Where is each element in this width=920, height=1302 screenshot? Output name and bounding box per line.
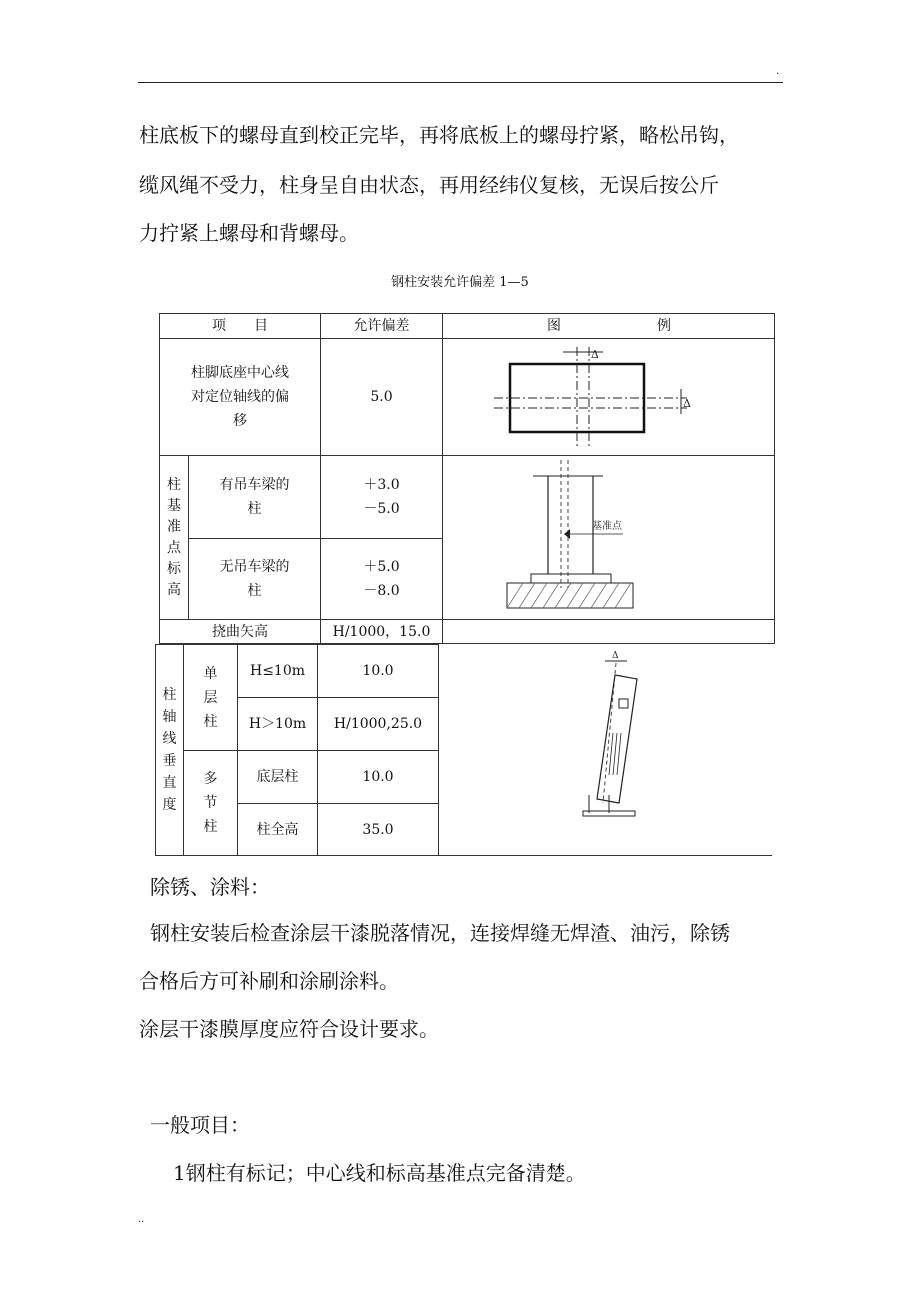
row-nocrane-tolerance-text: ＋5.0 －8.0 [363,558,400,599]
row3-tolerance: 10.0 [318,751,439,804]
row2-tolerance: H/1000,25.0 [318,698,439,751]
row-crane-item-text: 有吊车梁的柱 [219,476,290,517]
group-verticality-text: 柱轴线垂直度 [162,687,177,813]
header-figure-b: 例 [657,318,671,334]
header-rule [138,82,783,83]
group-verticality-label [156,645,184,856]
base-offset-diagram [443,339,775,455]
general-heading: 一般项目： [150,1113,250,1137]
table-caption: 钢柱安装允许偏差 1—5 [391,275,529,290]
row-nocrane-tolerance [321,538,443,620]
row-crane-tolerance-text: ＋3.0 －5.0 [363,476,400,517]
tolerance-table-upper [159,313,775,644]
row2-condition: H＞10m [238,698,318,751]
figure-verticality [439,645,772,856]
header-mark: . [776,66,780,77]
row1-tolerance: 10.0 [318,645,439,698]
tolerance-table-lower [155,644,772,856]
derust-heading: 除锈、涂料： [150,875,270,899]
group-single-text: 单层柱 [203,665,218,730]
row-center-item-text: 柱脚底座中心线对定位轴线的偏移 [191,365,289,429]
figure-base-offset [443,339,775,456]
row1-condition: H≤10m [238,645,318,698]
group-single-label [184,645,238,751]
general-item-1: 1钢柱有标记；中心线和标高基准点完备清楚。 [173,1161,586,1185]
row-crane-item [189,456,321,539]
derust-line-2: 合格后方可补刷和涂刷涂料。 [139,969,399,993]
group-elevation-text: 柱基准点标高 [167,476,181,598]
footer-mark: .. [138,1214,145,1225]
header-figure-a: 图 [547,318,561,334]
row4-tolerance: 35.0 [318,804,439,856]
group-multi-label [184,751,238,856]
elevation-diagram [443,456,775,619]
row-center-tolerance: 5.0 [321,339,443,456]
header-tolerance: 允许偏差 [321,314,443,339]
delta-icon-right: Δ [683,397,691,410]
row-crane-tolerance [321,456,443,539]
header-figure [443,314,775,339]
delta-icon-vertical: Δ [612,650,619,661]
row-nocrane-item [189,538,321,620]
paragraph-line-2: 缆风绳不受力，柱身呈自由状态，再用经纬仪复核，无误后按公斤 [139,173,719,197]
row-bend-figure [443,620,775,644]
verticality-diagram [439,645,772,855]
derust-line-1: 钢柱安装后检查涂层干漆脱落情况，连接焊缝无焊渣、油污，除锈 [150,921,730,945]
row-nocrane-item-text: 无吊车梁的柱 [219,558,290,599]
paragraph-line-1: 柱底板下的螺母直到校正完毕，再将底板上的螺母拧紧，略松吊钩， [139,123,739,147]
coating-line: 涂层干漆膜厚度应符合设计要求。 [139,1017,439,1041]
row3-condition: 底层柱 [238,751,318,804]
row-bend-tolerance: H/1000，15.0 [321,620,443,644]
row-center-item [160,339,321,456]
datum-point-label: 基准点 [592,521,622,532]
row4-condition: 柱全高 [238,804,318,856]
delta-icon-top: Δ [591,348,599,361]
header-item: 项 目 [160,314,321,339]
group-elevation-label [160,456,189,620]
figure-elevation [443,456,775,620]
row-bend-item: 挠曲矢高 [160,620,321,644]
group-multi-text: 多节柱 [203,771,218,835]
paragraph-line-3: 力拧紧上螺母和背螺母。 [139,221,359,245]
